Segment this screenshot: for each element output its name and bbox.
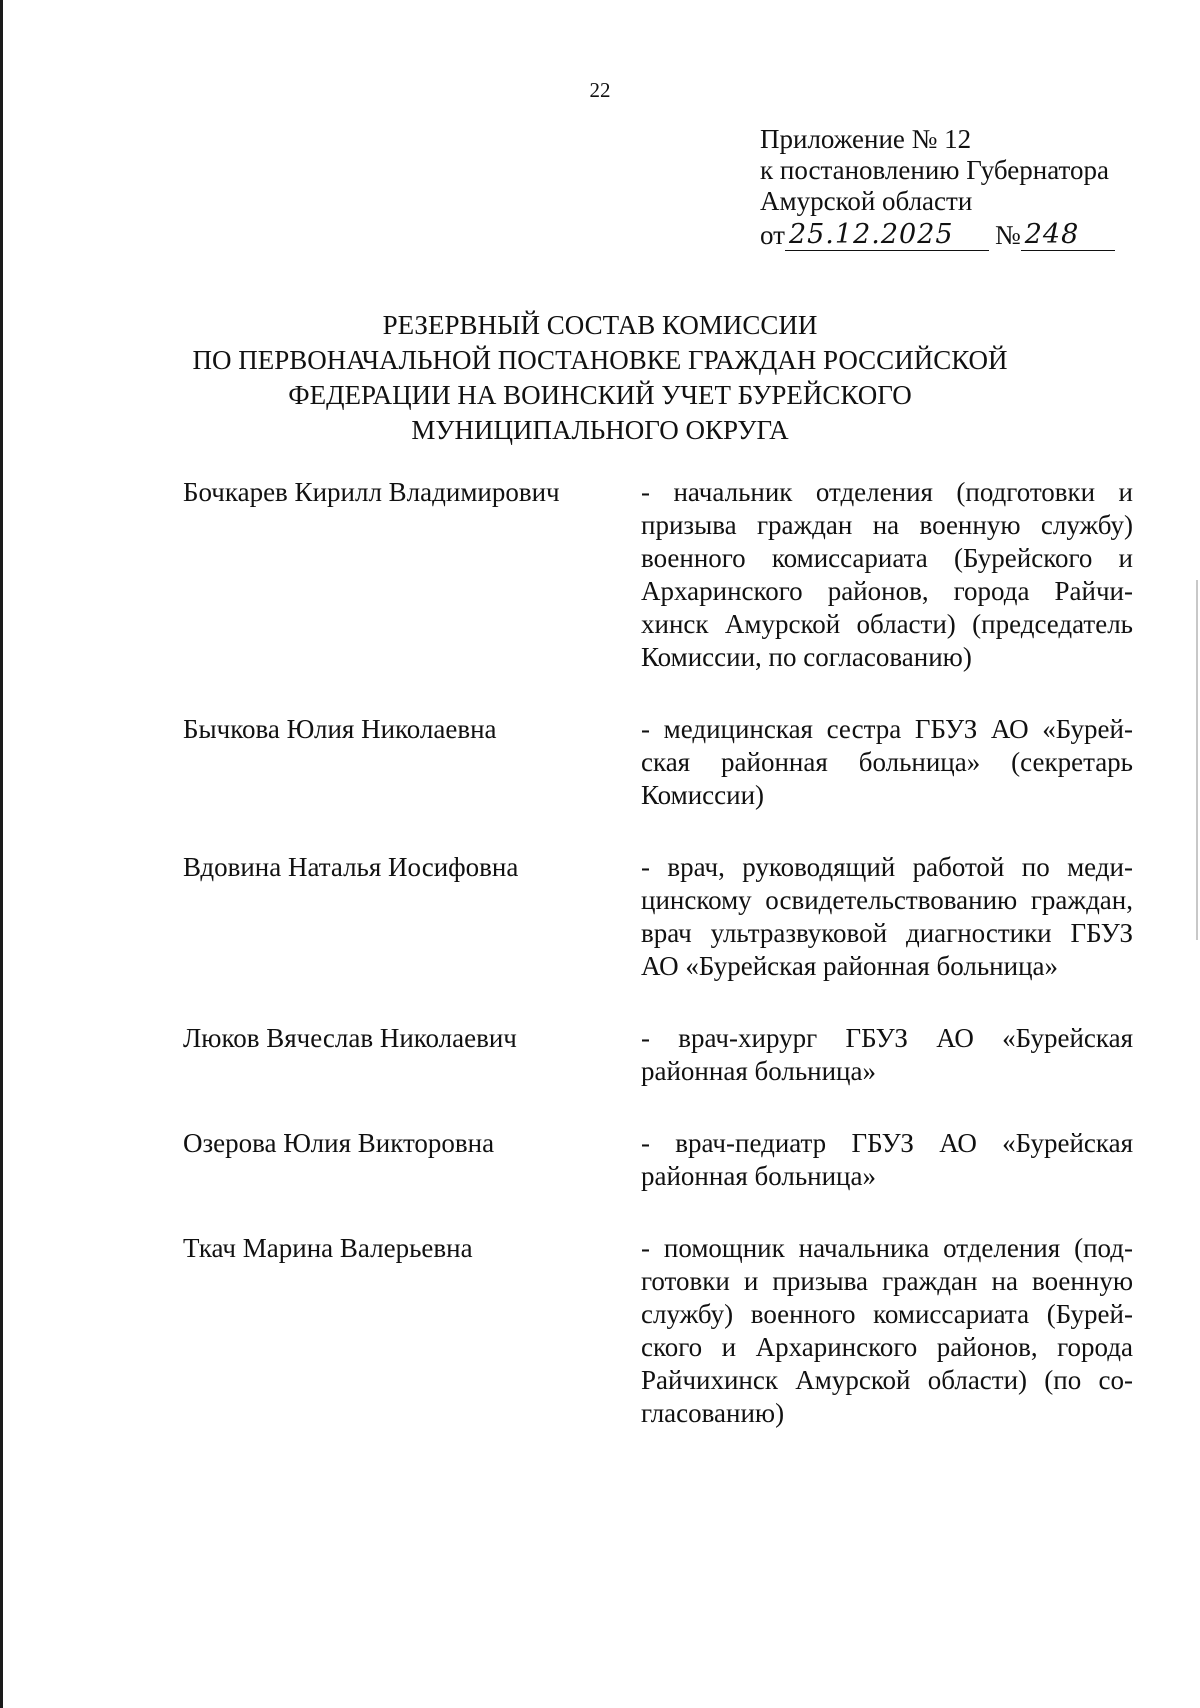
member-role: - начальник отделения (подготовки и призыва граждан на военную службу) военного комиссариата (Бурейского и Архаринского районов, города Райчихинск Амурской области) (председатель Комиссии, по согласованию) (641, 477, 1133, 672)
member-name: Люков Вячеслав Николаевич (183, 1023, 517, 1053)
appendix-header (760, 124, 1115, 251)
title-line-1: РЕЗЕРВНЫЙ СОСТАВ КОМИССИИ (382, 310, 818, 340)
title-line-2: ПО ПЕРВОНАЧАЛЬНОЙ ПОСТАНОВКЕ ГРАЖДАН РОССИЙСКОЙ (192, 345, 1008, 375)
member-name: Озерова Юлия Викторовна (183, 1128, 495, 1158)
member-role: - врач, руководящий работой по медицинскому освидетельствованию граждан, врач ультразвуковой диагностики ГБУЗ АО «Бурейская районная больница» (641, 852, 1133, 981)
number-prefix: № (994, 220, 1021, 250)
date-prefix: от (760, 220, 785, 250)
member-role: - медицинская сестра ГБУЗ АО «Бурейская районная больница» (секретарь Комиссии) (641, 714, 1133, 810)
document-title (0, 308, 1200, 448)
member-role: - врач-педиатр ГБУЗ АО «Бурейская районная больница» (641, 1128, 1133, 1191)
member-name: Ткач Марина Валерьевна (183, 1233, 473, 1263)
member-role: - врач-хирург ГБУЗ АО «Бурейская районная больница» (641, 1023, 1133, 1086)
handwritten-number: 248 (1021, 219, 1115, 251)
appendix-reference: к постановлению Губернатора (760, 155, 1109, 185)
member-name: Бычкова Юлия Николаевна (183, 714, 497, 744)
member-row (183, 713, 1133, 812)
member-name: Вдовина Наталья Иосифовна (183, 852, 519, 882)
member-row (183, 851, 1133, 983)
member-row (183, 476, 1133, 674)
scan-edge-left (0, 0, 3, 1708)
appendix-number: Приложение № 12 (760, 124, 972, 154)
members-list (183, 476, 1133, 1469)
title-line-4: МУНИЦИПАЛЬНОГО ОКРУГА (411, 415, 789, 445)
member-name: Бочкарев Кирилл Владимирович (183, 477, 560, 507)
page-number: 22 (589, 78, 611, 102)
member-row (183, 1022, 1133, 1088)
member-row (183, 1232, 1133, 1430)
handwritten-date: 25.12.2025 (785, 219, 989, 251)
scan-edge-right (1196, 580, 1198, 940)
appendix-date-number (760, 219, 1115, 251)
title-line-3: ФЕДЕРАЦИИ НА ВОИНСКИЙ УЧЕТ БУРЕЙСКОГО (288, 380, 912, 410)
appendix-region: Амурской области (760, 186, 973, 216)
member-row (183, 1127, 1133, 1193)
member-role: - помощник начальника отделения (подготовки и призыва граждан на военную службу) военного комиссариата (Бурейского и Архаринского районов, города Райчихинск Амурской области) (по согласованию) (641, 1233, 1133, 1428)
